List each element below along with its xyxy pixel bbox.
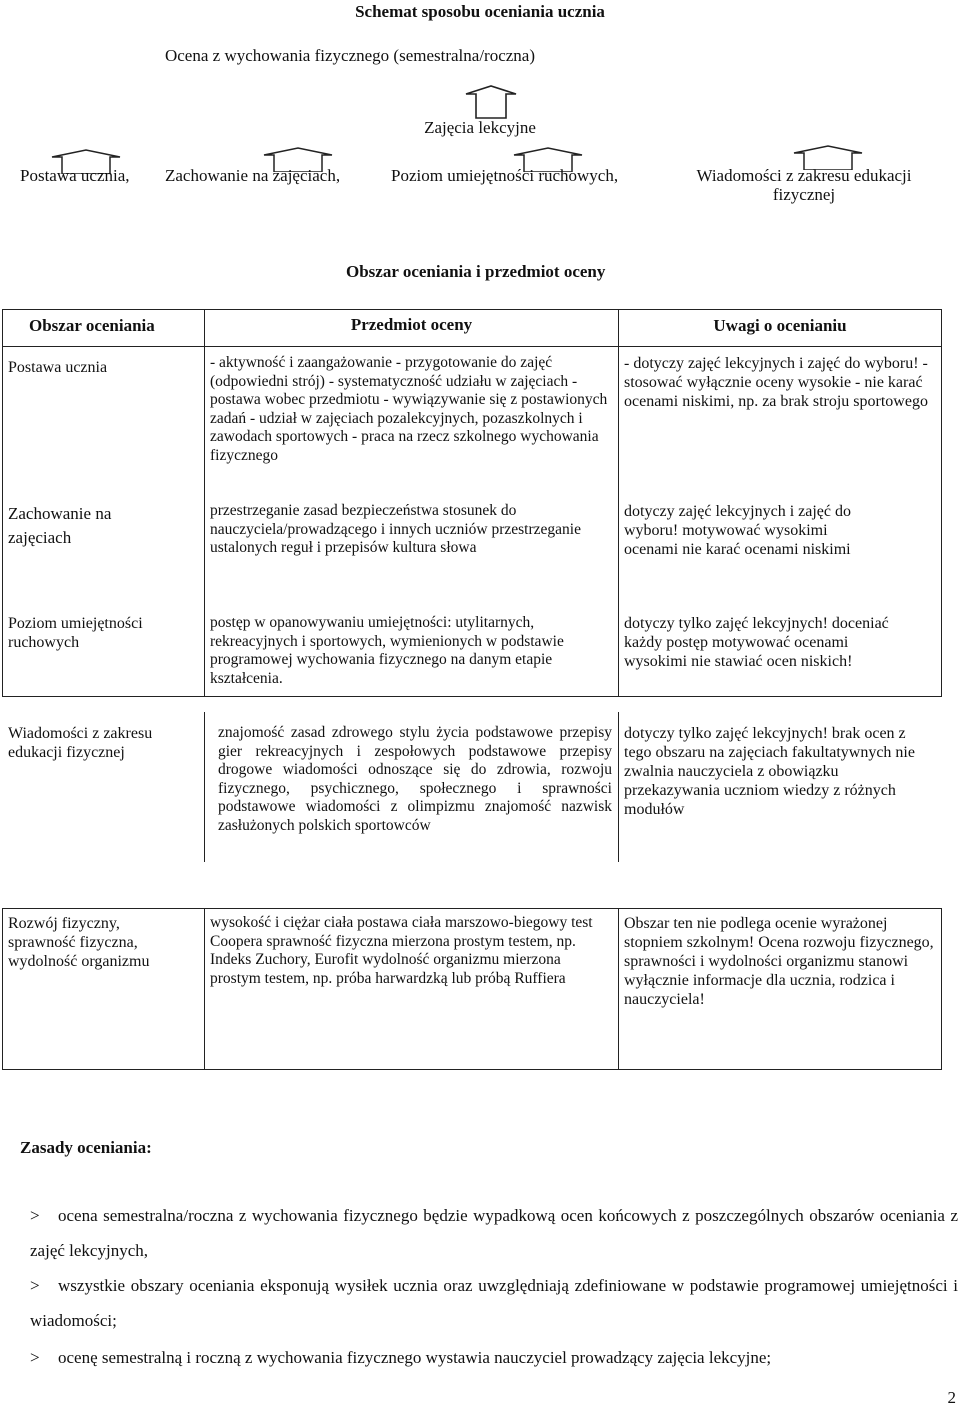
category-motor-skills: Poziom umiejętności ruchowych, bbox=[391, 166, 619, 185]
page-number: 2 bbox=[947, 1388, 956, 1407]
row-notes: dotyczy tylko zajęć lekcyjnych! brak ocen z tego obszaru na zajęciach fakultatywnych nie zwalnia nauczyciela z obowiązku przekazywania uczniom wiedzy z różnych modułów bbox=[624, 725, 915, 818]
rule-marker: > bbox=[30, 1276, 40, 1295]
rule-item bbox=[30, 1198, 958, 1268]
category-behaviour: Zachowanie na zajęciach, bbox=[165, 166, 341, 185]
row-subject: - aktywność i zaangażowanie - przygotowanie do zajęć (odpowiedni strój) - systematyczność udziału w zajęciach - postawa wobec przedmiotu - wywiązywanie się z postawionych zadań - udział w zajęciach pozalekcyjnych, pozaszkolnych i zawodach sportowych - praca na rzecz szkolnego wychowania fizycznego bbox=[210, 354, 608, 464]
header-subject: Przedmiot oceny bbox=[204, 309, 618, 347]
section-title: Obszar oceniania i przedmiot oceny bbox=[346, 262, 606, 281]
rule-marker: > bbox=[30, 1206, 40, 1225]
row-notes: Obszar ten nie podlega ocenie wyrażonej stopniem szkolnym! Ocena rozwoju fizycznego, sprawności i wydolności organizmu stanowi wyłącznie informacje dla ucznia, rodzica i nauczyciela! bbox=[624, 915, 934, 1008]
rules-title: Zasady oceniania: bbox=[20, 1138, 152, 1157]
row-area: Rozwój fizyczny, sprawność fizyczna, wydolność organizmu bbox=[8, 915, 150, 970]
header-area: Obszar oceniania bbox=[2, 309, 204, 347]
category-posture: Postawa ucznia, bbox=[20, 166, 130, 185]
rule-item bbox=[30, 1268, 958, 1338]
rule-marker: > bbox=[30, 1348, 40, 1367]
document-subtitle: Ocena z wychowania fizycznego (semestralna/roczna) bbox=[164, 46, 536, 65]
lesson-label: Zajęcia lekcyjne bbox=[424, 118, 536, 137]
row-subject: wysokość i ciężar ciała postawa ciała marszowo-biegowy test Coopera sprawność fizyczna mierzona prostym testem, np. Indeks Zuchory, Eurofit wydolność organizmu mierzona prostym testem, np. próba harwardzką lub próbą Ruffiera bbox=[210, 914, 593, 987]
row-notes: - dotyczy zajęć lekcyjnych i zajęć do wyboru! - stosować wyłącznie oceny wysokie - nie karać ocenami niskimi, np. za brak stroju sportowego bbox=[624, 355, 928, 410]
header-notes: Uwagi o ocenianiu bbox=[618, 309, 942, 347]
document-title: Schemat sposobu oceniania ucznia bbox=[355, 2, 605, 21]
up-arrow-icon bbox=[462, 84, 520, 120]
table-header-row bbox=[2, 309, 942, 347]
rule-text: wszystkie obszary oceniania eksponują wysiłek ucznia oraz uwzględniają zdefiniowane w podstawie programowej umiejętności i wiadomości; bbox=[30, 1276, 958, 1330]
row-area: Poziom umiejętności ruchowych bbox=[8, 615, 143, 651]
row-area: Wiadomości z zakresu edukacji fizycznej bbox=[8, 725, 153, 761]
row-subject: przestrzeganie zasad bezpieczeństwa stosunek do nauczyciela/prowadzącego i innych uczniów przestrzeganie ustalonych reguł i przepisów kultura słowa bbox=[210, 502, 581, 556]
rule-text: ocena semestralna/roczna z wychowania fizycznego będzie wypadkową ocen końcowych z poszczególnych obszarów oceniania z zajęć lekcyjnych, bbox=[30, 1206, 958, 1260]
row-area: Postawa ucznia bbox=[8, 359, 108, 376]
rule-text: ocenę semestralną i roczną z wychowania fizycznego wystawia nauczyciel prowadzący zajęcia lekcyjne; bbox=[58, 1348, 772, 1367]
rule-item bbox=[30, 1340, 958, 1375]
category-knowledge: Wiadomości z zakresu edukacji fizycznej bbox=[696, 166, 912, 204]
row-notes: dotyczy tylko zajęć lekcyjnych! doceniać każdy postęp motywować ocenami wysokimi nie stawiać ocen niskich! bbox=[624, 615, 889, 670]
row-area: Zachowanie na zajęciach bbox=[8, 504, 112, 547]
row-subject: postęp w opanowywaniu umiejętności: utylitarnych, rekreacyjnych i sportowych, wymienionych w podstawie programowej wychowania fizycznego na danym etapie kształcenia. bbox=[210, 614, 564, 687]
row-notes: dotyczy zajęć lekcyjnych i zajęć do wyboru! motywować wysokimi ocenami nie karać ocenami niskimi bbox=[624, 503, 851, 558]
row-subject: znajomość zasad zdrowego stylu życia podstawowe przepisy gier rekreacyjnych i zespołowych podstawowe przepisy drogowe wiadomości odnoszące się do zdrowia, rozwoju fizycznego, psychicznego, społecznego i sprawności podstawowe wiadomości z olimpizmu znajomość nazwisk zasłużonych polskich sportowców bbox=[218, 724, 612, 834]
